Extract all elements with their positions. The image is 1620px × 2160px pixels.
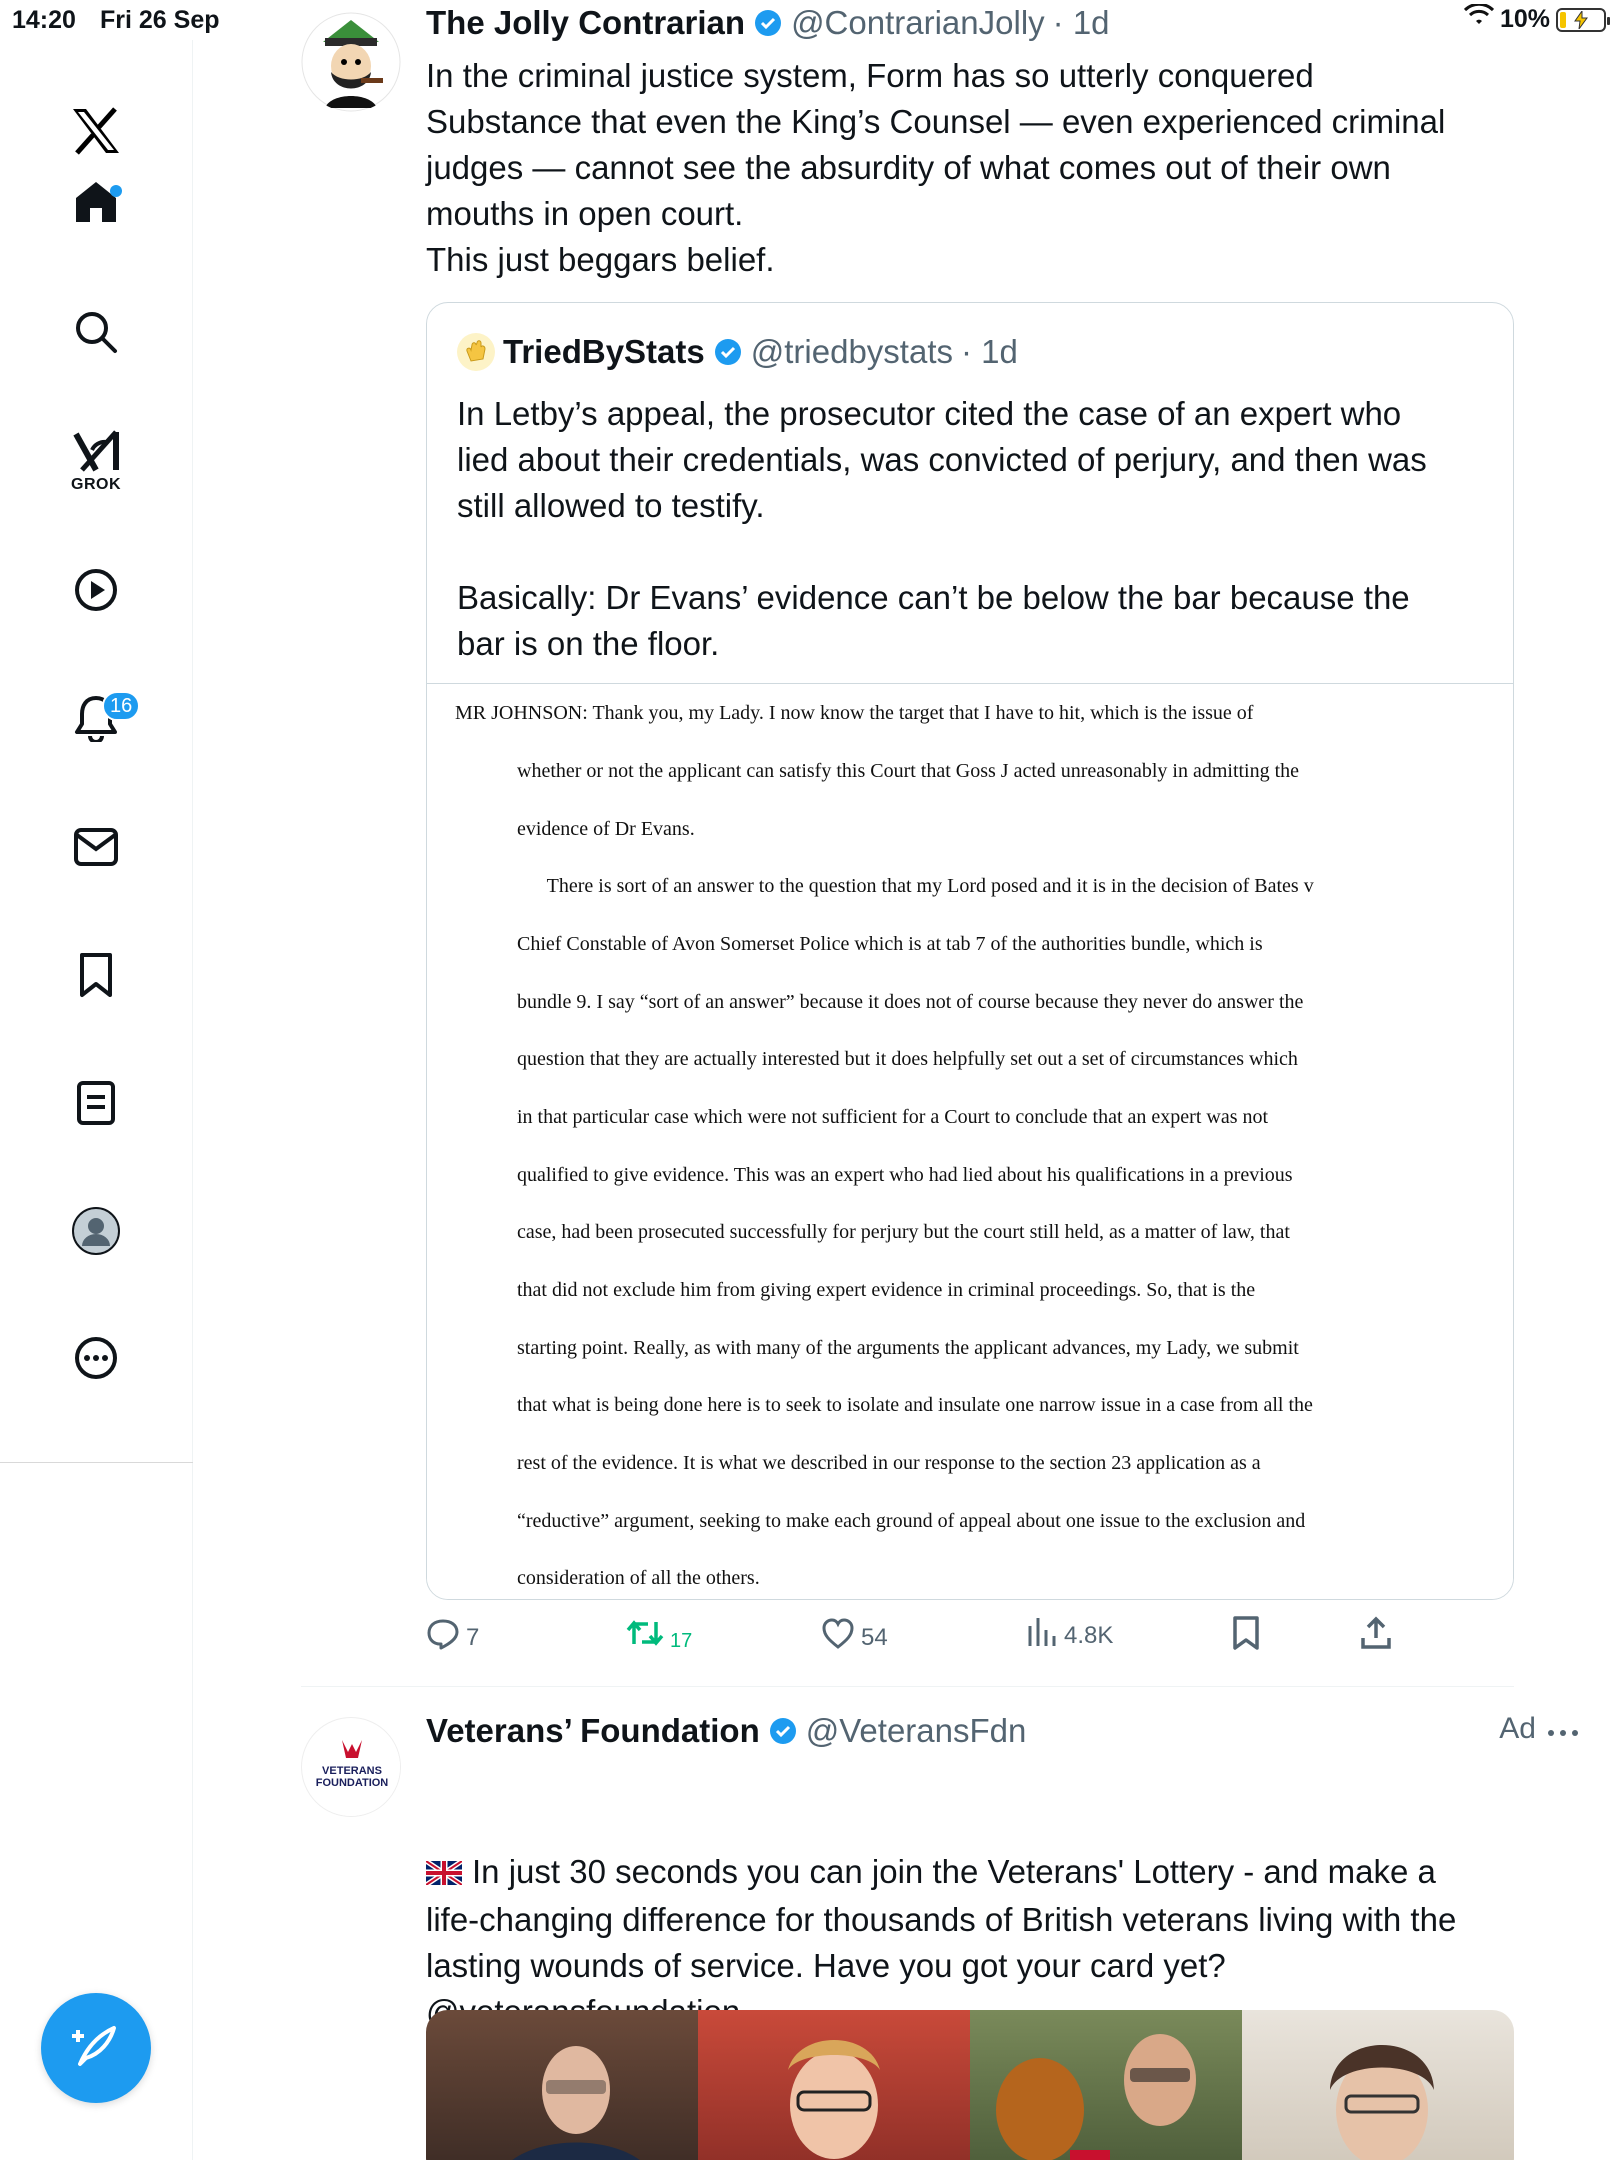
doc-line: consideration of all the others. bbox=[517, 1567, 760, 1589]
status-date: Fri 26 Sep bbox=[100, 6, 220, 34]
compose-button[interactable] bbox=[41, 1993, 151, 2103]
ad-avatar-line2: FOUNDATION bbox=[315, 1777, 389, 1789]
repost-icon bbox=[626, 1618, 664, 1655]
repost-button[interactable] bbox=[626, 1618, 692, 1655]
video-icon[interactable] bbox=[46, 545, 146, 635]
views-count: 4.8K bbox=[1064, 1621, 1114, 1649]
status-time: 14:20 bbox=[12, 6, 76, 34]
doc-line: in that particular case which were not sufficient for a Court to conclude that an expert was not bbox=[517, 1106, 1269, 1128]
author-name[interactable]: The Jolly Contrarian bbox=[426, 4, 746, 41]
heart-icon bbox=[821, 1618, 855, 1657]
ad-author-handle[interactable]: @VeteransFdn bbox=[805, 1712, 1027, 1749]
tweet-actions bbox=[426, 1612, 1526, 1662]
bookmark-icon bbox=[1232, 1616, 1260, 1657]
reply-icon bbox=[426, 1618, 460, 1657]
messages-icon[interactable] bbox=[46, 802, 146, 892]
doc-line: evidence of Dr Evans. bbox=[517, 818, 695, 840]
doc-line: “reductive” argument, seeking to make each ground of appeal about one issue to the exclusion and bbox=[517, 1510, 1306, 1532]
ad-label-group bbox=[1499, 1712, 1580, 1746]
sidebar-divider bbox=[0, 1462, 193, 1463]
reply-count: 7 bbox=[466, 1623, 480, 1651]
tweet-header bbox=[426, 4, 1110, 42]
verified-badge-icon bbox=[753, 8, 783, 38]
ad-label: Ad bbox=[1499, 1712, 1536, 1745]
ad-verified-badge-icon bbox=[768, 1716, 798, 1746]
home-icon[interactable] bbox=[46, 157, 146, 247]
doc-line: starting point. Really, as with many of the arguments the applicant advances, my Lady, we submit bbox=[517, 1337, 1299, 1359]
quote-author-handle[interactable]: @triedbystats bbox=[750, 333, 953, 370]
doc-line: qualified to give evidence. This was an expert who had lied about his qualifications in a previous bbox=[517, 1164, 1293, 1186]
media-photo-4 bbox=[1242, 2010, 1514, 2160]
like-button[interactable] bbox=[821, 1618, 888, 1657]
search-icon[interactable] bbox=[46, 287, 146, 377]
bookmarks-icon[interactable] bbox=[46, 930, 146, 1020]
home-unread-dot bbox=[110, 185, 122, 197]
avatar[interactable] bbox=[301, 12, 401, 112]
grok-icon[interactable] bbox=[46, 417, 146, 507]
views-button[interactable] bbox=[1026, 1616, 1113, 1655]
tweet-divider bbox=[301, 1686, 1514, 1687]
doc-line: There is sort of an answer to the question that my Lord posed and it is in the decision of Bates v bbox=[517, 875, 1314, 897]
share-button[interactable] bbox=[1360, 1616, 1392, 1657]
more-icon[interactable] bbox=[46, 1313, 146, 1403]
bookmark-button[interactable] bbox=[1232, 1616, 1260, 1657]
doc-line: bundle 9. I say “sort of an answer” because it does not of course because they never do answer the bbox=[517, 991, 1304, 1013]
more-options-icon[interactable] bbox=[1546, 1712, 1580, 1746]
ad-author-name[interactable]: Veterans’ Foundation bbox=[426, 1712, 760, 1749]
quote-avatar[interactable] bbox=[457, 333, 495, 371]
uk-flag-icon bbox=[426, 1805, 462, 1897]
doc-line: rest of the evidence. It is what we described in our response to the section 23 application as a bbox=[517, 1452, 1261, 1474]
quote-document-image[interactable] bbox=[427, 683, 1514, 1600]
media-photo-3 bbox=[970, 2010, 1242, 2160]
repost-count: 17 bbox=[670, 1630, 693, 1652]
doc-line: MR JOHNSON: Thank you, my Lady. I now know the target that I have to hit, which is the issue of bbox=[455, 702, 1254, 724]
media-photo-2 bbox=[698, 2010, 970, 2160]
reply-button[interactable] bbox=[426, 1618, 479, 1657]
quote-text: In Letby’s appeal, the prosecutor cited the case of an expert who lied about their credentials, was convicted of perjury, and then was still allowed to testify. Basically: Dr Evans’ evidence can’t be below the bar because the bar is on the floor. bbox=[457, 395, 1427, 662]
sidebar bbox=[0, 40, 193, 2160]
ad-avatar-line1: VETERANS bbox=[322, 1765, 382, 1777]
tweet-text: In the criminal justice system, Form has so utterly conquered Substance that even the King’s Counsel — even experienced criminal judges — cannot see the absurdity of what comes out of their own mouths in open court. This just beggars belief. bbox=[426, 57, 1446, 278]
like-count: 54 bbox=[861, 1623, 888, 1651]
ad-media[interactable] bbox=[426, 2010, 1514, 2160]
doc-line: case, had been prosecuted successfully for perjury but the court still held, as a matter of law, that bbox=[517, 1221, 1290, 1243]
profile-icon[interactable] bbox=[46, 1186, 146, 1276]
quote-header bbox=[457, 333, 1018, 371]
doc-line: that what is being done here is to seek to isolate and insulate one narrow issue in a case from all the bbox=[517, 1394, 1313, 1416]
notifications-badge: 16 bbox=[102, 691, 140, 721]
share-icon bbox=[1360, 1616, 1392, 1657]
doc-line: that did not exclude him from giving expert evidence in criminal proceedings. So, that is the bbox=[517, 1279, 1256, 1301]
battery-percent: 10% bbox=[1499, 5, 1550, 33]
quoted-tweet[interactable] bbox=[426, 302, 1514, 1600]
doc-line: whether or not the applicant can satisfy this Court that Goss J acted unreasonably in admitting the bbox=[517, 760, 1300, 782]
ad-tweet-text: In just 30 seconds you can join the Veterans' Lottery - and make a life-changing difference for thousands of British veterans living with the lasting wounds of service. Have you got your card yet? bbox=[426, 1853, 1457, 1984]
analytics-icon bbox=[1026, 1616, 1058, 1655]
quote-time: · 1d bbox=[961, 333, 1018, 370]
media-photo-1 bbox=[426, 2010, 698, 2160]
doc-line: question that they are actually interested but it does helpfully set out a set of circumstances which bbox=[517, 1048, 1298, 1070]
doc-line: Chief Constable of Avon Somerset Police which is at tab 7 of the authorities bundle, which is bbox=[517, 933, 1263, 955]
lists-icon[interactable] bbox=[46, 1058, 146, 1148]
quote-verified-badge-icon bbox=[713, 337, 743, 367]
grok-label: GROK bbox=[71, 476, 121, 493]
tweet-time[interactable]: · 1d bbox=[1052, 4, 1110, 41]
ad-tweet-header bbox=[426, 1712, 1026, 1750]
timeline bbox=[193, 0, 1620, 2160]
notifications-icon[interactable] bbox=[46, 673, 146, 763]
quote-author-name[interactable]: TriedByStats bbox=[503, 333, 705, 370]
ad-avatar[interactable] bbox=[301, 1717, 401, 1817]
compose-icon bbox=[70, 2020, 122, 2077]
author-handle[interactable]: @ContrarianJolly bbox=[791, 4, 1045, 41]
